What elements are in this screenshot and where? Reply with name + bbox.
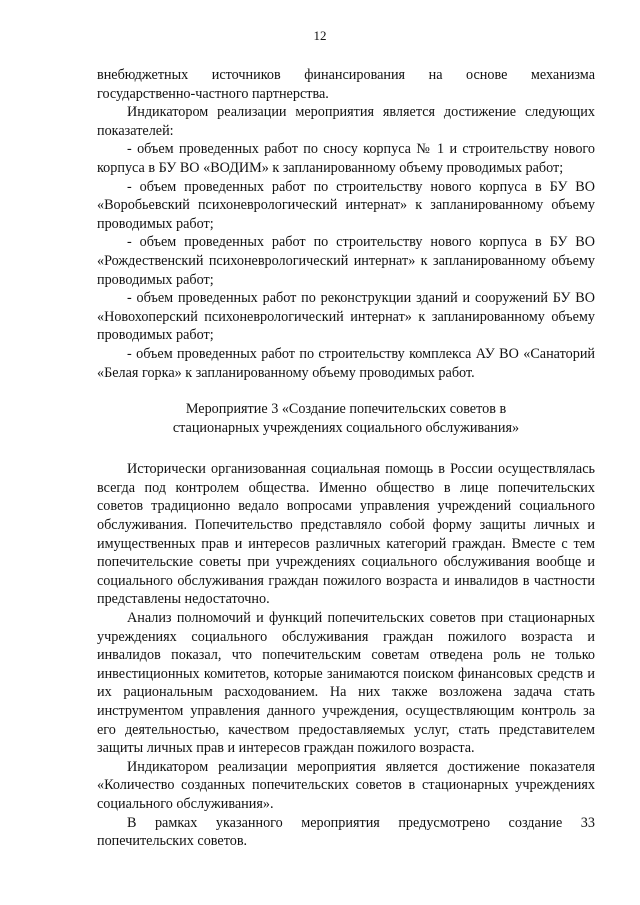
indicator-item-novokhopersky: - объем проведенных работ по реконструкции зданий и сооружений БУ ВО «Новохоперский психоневрологический интернат» к запланированному объему проводимых работ; [97, 290, 595, 344]
paragraph-analysis: Анализ полномочий и функций попечительских советов при стационарных учреждениях социального обслуживания граждан пожилого возраста и инвалидов показал, что попечительским советам отведена роль не только инвестиционных комитетов, которые занимаются поиском финансовых средств и их рациональным расходованием. На них также возложена задача стать инструментом управления данного учреждения, осуществляющим контроль за его деятельностью, качеством предоставляемых услуг, стать представителем защиты личных прав и интересов граждан пожилого возраста. [97, 610, 595, 757]
section-heading-line-2: стационарных учреждениях социального обслуживания» [172, 419, 520, 436]
document-body [97, 66, 595, 851]
indicator-item-vorobyevsky: - объем проведенных работ по строительству нового корпуса в БУ ВО «Воробьевский психоневрологический интернат» к запланированному объему проводимых работ; [97, 178, 595, 232]
paragraph-indicator-intro: Индикатором реализации мероприятия является достижение следующих показателей: [97, 104, 595, 139]
paragraph-councils-count: В рамках указанного мероприятия предусмотрено создание 33 попечительских советов. [97, 814, 595, 850]
page-number: 12 [313, 28, 327, 43]
paragraph-funding-continuation: внебюджетных источников финансирования на основе механизма государственно-частного партнерства. [97, 67, 595, 102]
indicator-item-vodim: - объем проведенных работ по сносу корпуса № 1 и строительству нового корпуса в БУ ВО «ВОДИМ» к запланированному объему проводимых работ; [97, 141, 595, 176]
indicator-item-rozhdestvensky: - объем проведенных работ по строительству нового корпуса в БУ ВО «Рождественский психоневрологический интернат» к запланированному объему проводимых работ; [97, 234, 595, 288]
indicator-item-belaya-gorka: - объем проведенных работ по строительству комплекса АУ ВО «Санаторий «Белая горка» к запланированному объему проводимых работ. [97, 345, 595, 381]
section-heading [97, 400, 595, 437]
paragraph-history: Исторически организованная социальная помощь в России осуществлялась всегда под контролем общества. Именно общество в лице попечительских советов традиционно ведало вопросами управления учреждений социального обслуживания. Попечительство представляло собой форму защиты личных и имущественных прав и интересов различных категорий граждан. Вместе с тем попечительские советы при учреждениях социального обслуживания вообще и социального обслуживания граждан пожилого возраста и инвалидов в частности представлены недостаточно. [97, 461, 595, 608]
section-heading-line-1: Мероприятие 3 «Создание попечительских советов в [185, 401, 507, 418]
paragraph-indicator: Индикатором реализации мероприятия является достижение показателя «Количество созданных попечительских советов в стационарных учреждениях социального обслуживания». [97, 758, 595, 812]
